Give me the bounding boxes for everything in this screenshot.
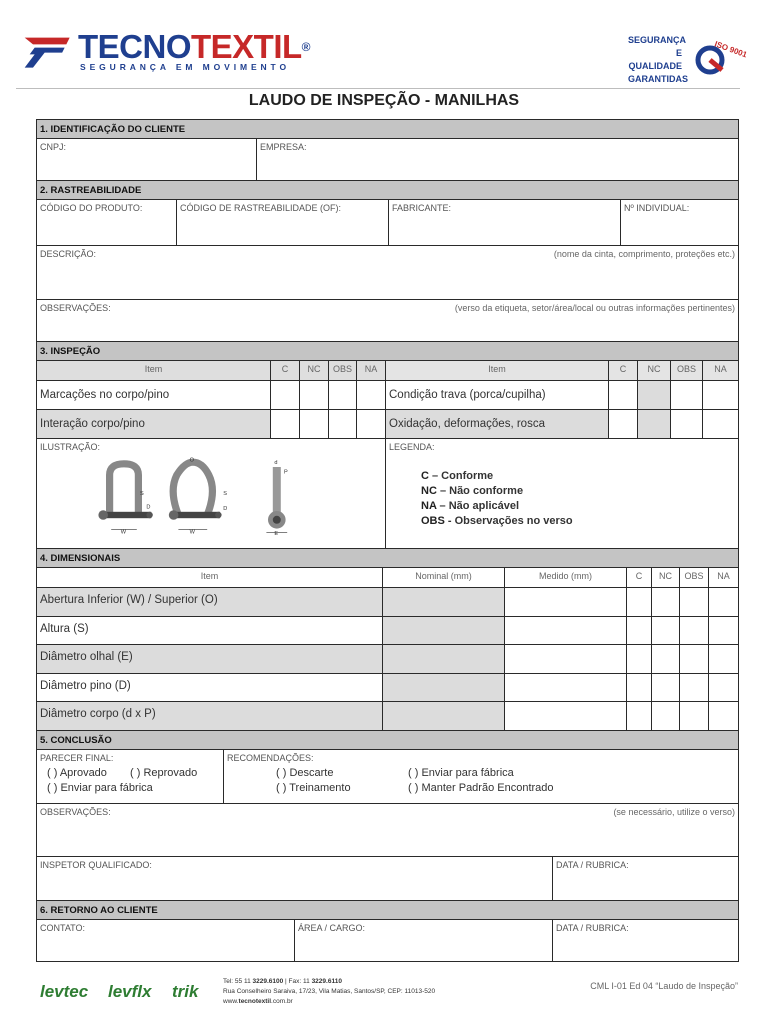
check-nc[interactable] [300, 381, 329, 409]
section-1-title: 1. IDENTIFICAÇÃO DO CLIENTE [37, 120, 738, 139]
table-row: Diâmetro pino (D) [37, 674, 738, 703]
check-obs[interactable] [671, 410, 703, 438]
svg-text:W: W [120, 529, 127, 536]
iso-seal-icon [692, 36, 749, 76]
check-obs[interactable] [680, 674, 709, 702]
nominal-input[interactable] [383, 674, 505, 702]
trik-logo: trik [172, 982, 199, 1001]
bow-shackle-icon [169, 457, 227, 535]
check-c[interactable] [609, 381, 638, 409]
parecer-final-panel: PARECER FINAL: ( ) Aprovado ( ) Reprovado ( ) Enviar para fábrica [37, 750, 224, 803]
check-nc[interactable] [300, 410, 329, 438]
inspection-table-header: Item C NC OBS NA Item C NC OBS NA [37, 361, 738, 381]
svg-text:D: D [223, 506, 228, 513]
option-manter-padrao[interactable]: ( ) Manter Padrão Encontrado [408, 781, 554, 794]
svg-text:P: P [284, 469, 288, 476]
section-2-title: 2. RASTREABILIDADE [37, 181, 738, 200]
svg-text:W: W [189, 529, 195, 536]
nominal-input[interactable] [383, 588, 505, 616]
check-c[interactable] [271, 410, 300, 438]
legend-list: C – Conforme NC – Não conforme NA – Não aplicável OBS - Observações no verso [421, 470, 573, 527]
brand-name: TECNOTEXTIL® [78, 28, 311, 65]
data-rubrica-field[interactable]: DATA / RUBRICA: [556, 859, 629, 870]
document-reference: CML I-01 Ed 04 “Laudo de Inspeção” [590, 981, 738, 991]
levtec-logo: levtec [40, 982, 89, 1001]
data-rubrica-retorno-field[interactable]: DATA / RUBRICA: [556, 922, 629, 933]
brand-mark-icon [20, 36, 76, 76]
check-c[interactable] [627, 702, 652, 730]
check-c[interactable] [627, 645, 652, 673]
check-na[interactable] [703, 410, 738, 438]
table-row: Diâmetro corpo (d x P) [37, 702, 738, 731]
contato-field[interactable]: CONTATO: [37, 920, 295, 961]
descricao-field[interactable]: DESCRIÇÃO: (nome da cinta, comprimento, proteções etc.) [40, 249, 735, 259]
table-row: Altura (S) [37, 617, 738, 646]
option-aprovado[interactable]: ( ) Aprovado [47, 766, 107, 779]
observacoes-conclusao-field[interactable]: OBSERVAÇÕES: (se necessário, utilize o verso) [40, 806, 735, 817]
nominal-input[interactable] [383, 645, 505, 673]
observacoes-hint: (verso da etiqueta, setor/área/local ou outras informações pertinentes) [454, 303, 735, 313]
empresa-field[interactable]: EMPRESA: [260, 142, 307, 152]
check-obs[interactable] [329, 381, 357, 409]
product-brand-logos [40, 980, 220, 1002]
check-nc[interactable] [652, 588, 680, 616]
section-4-title: 4. DIMENSIONAIS [37, 549, 738, 568]
svg-text:E: E [274, 531, 279, 537]
check-obs[interactable] [680, 702, 709, 730]
codigo-produto-field[interactable]: CÓDIGO DO PRODUTO: [37, 200, 177, 245]
check-nc[interactable] [652, 645, 680, 673]
check-na[interactable] [709, 588, 738, 616]
medido-input[interactable] [505, 645, 627, 673]
table-row: Interação corpo/pino Oxidação, deformações, rosca [37, 410, 738, 439]
inspetor-field[interactable]: INSPETOR QUALIFICADO: [37, 857, 553, 900]
recomendacoes-panel: RECOMENDAÇÕES: ( ) Descarte ( ) Enviar para fábrica ( ) Treinamento ( ) Manter Padrão Encontrado [227, 752, 554, 794]
levflx-logo: levflx [108, 982, 152, 1001]
medido-input[interactable] [505, 588, 627, 616]
check-c[interactable] [627, 588, 652, 616]
check-obs[interactable] [680, 617, 709, 645]
check-na[interactable] [709, 674, 738, 702]
check-obs[interactable] [329, 410, 357, 438]
check-obs[interactable] [680, 588, 709, 616]
section-5-title: 5. CONCLUSÃO [37, 731, 738, 750]
svg-text:O: O [189, 457, 194, 464]
check-nc[interactable] [652, 617, 680, 645]
table-row: Abertura Inferior (W) / Superior (O) [37, 588, 738, 617]
check-na[interactable] [709, 645, 738, 673]
table-row: Diâmetro olhal (E) [37, 645, 738, 674]
check-na[interactable] [357, 381, 386, 409]
dimensional-table-header: Item Nominal (mm) Medido (mm) C NC OBS NA [37, 568, 738, 588]
cnpj-field[interactable]: CNPJ: [37, 139, 257, 180]
shackle-side-view-icon [266, 460, 288, 537]
nominal-input[interactable] [383, 617, 505, 645]
check-c[interactable] [627, 617, 652, 645]
check-nc[interactable] [652, 674, 680, 702]
check-obs[interactable] [680, 645, 709, 673]
numero-individual-field[interactable]: Nº INDIVIDUAL: [624, 203, 690, 213]
nominal-input[interactable] [383, 702, 505, 730]
d-shackle-icon [98, 464, 152, 536]
medido-input[interactable] [505, 674, 627, 702]
check-nc[interactable] [652, 702, 680, 730]
svg-text:S: S [223, 491, 227, 497]
option-reprovado[interactable]: ( ) Reprovado [130, 766, 198, 779]
shackle-illustration [92, 451, 332, 543]
check-nc[interactable] [638, 410, 671, 438]
check-c[interactable] [627, 674, 652, 702]
check-na[interactable] [703, 381, 738, 409]
check-na[interactable] [709, 702, 738, 730]
inspection-form [36, 119, 739, 962]
svg-text:ISO 9001: ISO 9001 [713, 39, 749, 60]
check-na[interactable] [709, 617, 738, 645]
check-c[interactable] [271, 381, 300, 409]
table-row: Marcações no corpo/pino Condição trava (porca/cupilha) [37, 381, 738, 410]
observacoes-rastreabilidade-field[interactable]: OBSERVAÇÕES: (verso da etiqueta, setor/área/local ou outras informações pertinentes) [40, 303, 735, 313]
svg-text:D: D [146, 504, 151, 511]
descricao-hint: (nome da cinta, comprimento, proteções etc.) [553, 249, 735, 259]
medido-input[interactable] [505, 617, 627, 645]
section-3-title: 3. INSPEÇÃO [37, 342, 738, 361]
check-na[interactable] [357, 410, 386, 438]
codigo-rastreabilidade-field[interactable]: CÓDIGO DE RASTREABILIDADE (OF): [177, 200, 389, 245]
header-divider [16, 88, 740, 89]
option-enviar-fabrica-recom[interactable]: ( ) Enviar para fábrica [408, 766, 514, 779]
option-enviar-fabrica[interactable]: ( ) Enviar para fábrica [47, 781, 153, 794]
quality-badge-text: SEGURANÇA E QUALIDADE GARANTIDAS [628, 35, 688, 84]
brand-tagline: SEGURANÇA EM MOVIMENTO [80, 62, 291, 72]
check-c[interactable] [609, 410, 638, 438]
medido-input[interactable] [505, 702, 627, 730]
check-obs[interactable] [671, 381, 703, 409]
footer-contact: Tel: 55 11 3229.6100 | Fax: 11 3229.6110 Rua Conselheiro Saraiva, 17/23, Vila Matias, Santos/SP, CEP: 11013-520 www.tecnotextil.com.br [223, 978, 436, 1005]
svg-text:S: S [140, 491, 144, 497]
section-6-title: 6. RETORNO AO CLIENTE [37, 901, 738, 920]
fabricante-field[interactable]: FABRICANTE: [389, 200, 621, 245]
option-treinamento[interactable]: ( ) Treinamento [276, 781, 351, 794]
document-title: LAUDO DE INSPEÇÃO - MANILHAS [248, 92, 520, 109]
check-nc[interactable] [638, 381, 671, 409]
legend-panel: LEGENDA: C – Conforme NC – Não conforme NA – Não aplicável OBS - Observações no verso [389, 442, 573, 527]
area-cargo-field[interactable]: ÁREA / CARGO: [295, 920, 553, 961]
illustration-panel: ILUSTRAÇÃO: W S D W O S D d P E [37, 439, 386, 548]
option-descarte[interactable]: ( ) Descarte [276, 766, 334, 779]
observacoes-conclusao-hint: (se necessário, utilize o verso) [613, 806, 735, 817]
svg-text:d: d [274, 459, 278, 466]
